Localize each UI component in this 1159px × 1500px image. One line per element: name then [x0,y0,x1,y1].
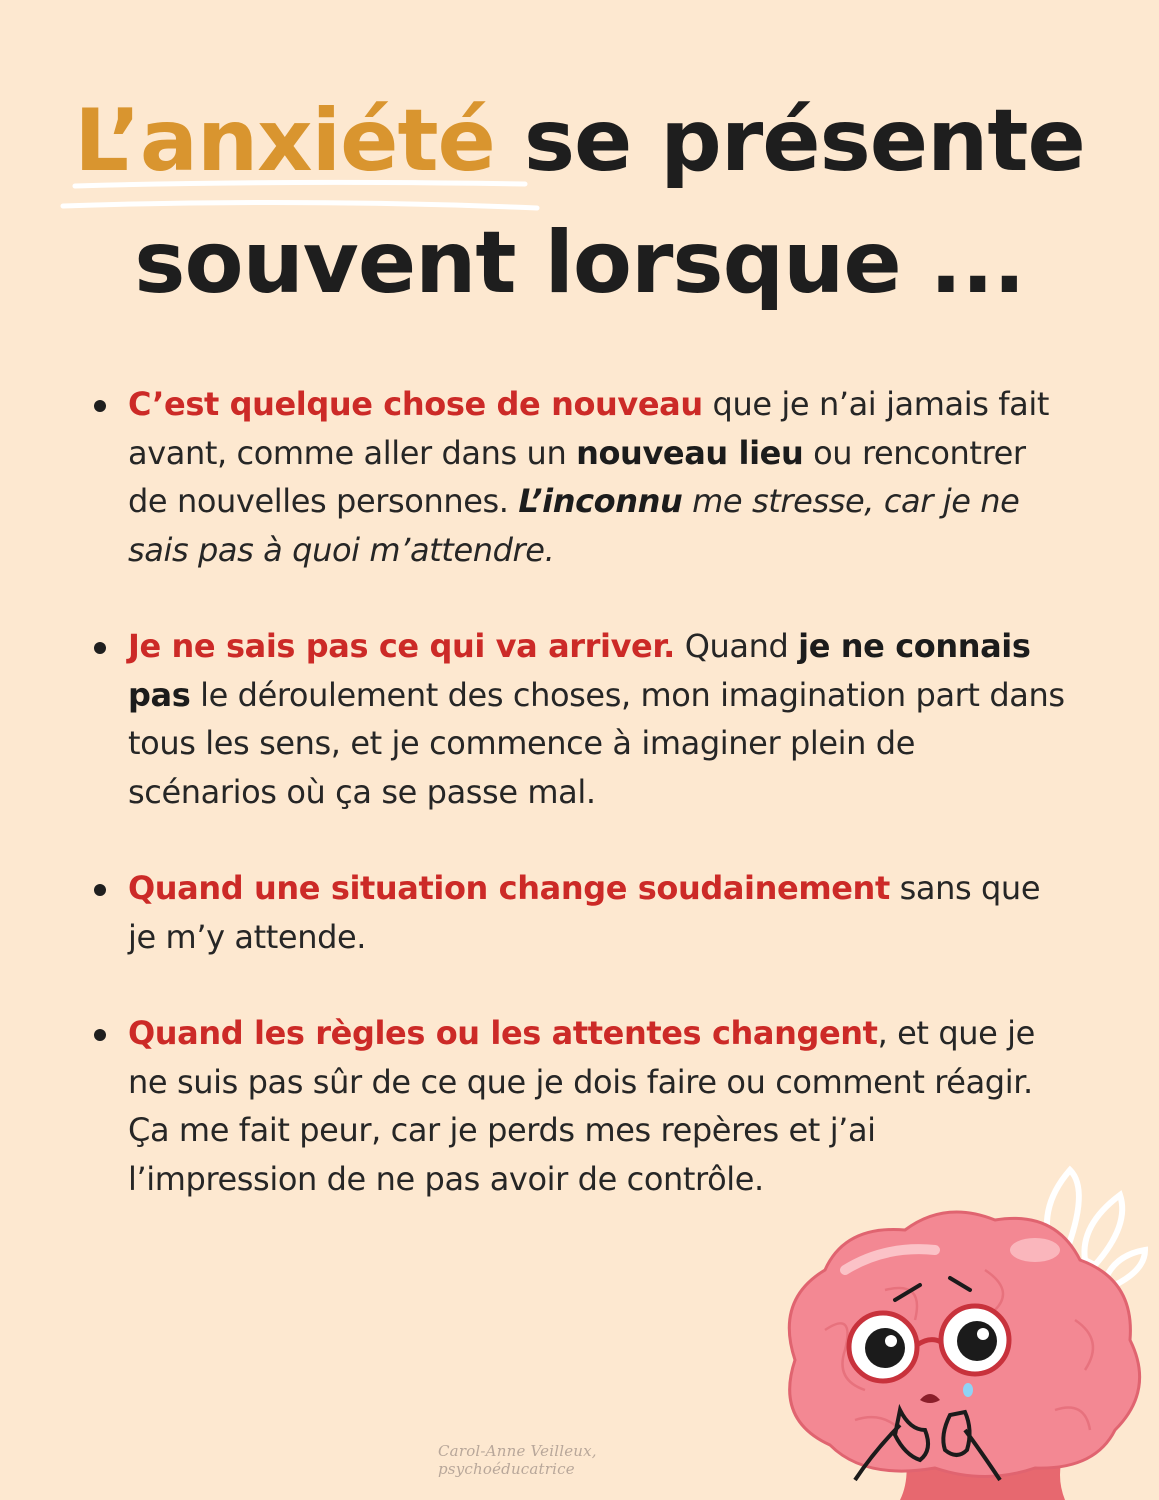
title-line2: souvent lorsque ... [134,213,1025,313]
bullet-1-italic: me stresse, car je ne sais pas à quoi m’attendre. [128,482,1020,569]
bullet-4-text: , et que je ne suis pas sûr de ce que je dois faire ou comment réagir. Ça me fait peur, car je perds mes repères et j’ai l’impression de ne pas avoir de contrôle. [128,1014,1035,1198]
bullet-2-highlight: Je ne sais pas ce qui va arriver. [128,627,675,665]
bullet-2-text-b: le déroulement des choses, mon imagination part dans tous les sens, et je commence à imaginer plein de scénarios où ça se passe mal. [128,675,1065,811]
bullet-3-highlight: Quand une situation change soudainement [128,869,890,907]
bullet-1-highlight: C’est quelque chose de nouveau [128,385,703,423]
list-item-new-things [92,380,1072,574]
bullet-1-bold: nouveau lieu [576,433,804,472]
bullet-1-text-b: ou rencontrer de nouvelles personnes. [128,433,1026,520]
bullet-2-bold: je ne connais pas [128,627,1031,714]
page-title [0,80,1159,324]
title-accent-word: L’anxiété [74,91,495,191]
title-line1-rest: se présente [494,91,1085,191]
list-item-unknown-outcome [92,622,1072,816]
worried-brain-illustration [735,1150,1159,1500]
author-signature: Carol-Anne Veilleux, psychoéducatrice [438,1442,597,1478]
bullet-2-text-a: Quand [674,627,799,665]
bullet-1-bold-italic: L’inconnu [518,482,683,520]
list-item-sudden-change [92,864,1072,961]
bullet-3-text: sans que je m’y attende. [128,869,1041,956]
situation-list [92,380,1072,1251]
bullet-4-highlight: Quand les règles ou les attentes changent [128,1014,878,1052]
bullet-1-text-a: que je n’ai jamais fait avant, comme aller dans un [128,385,1049,472]
